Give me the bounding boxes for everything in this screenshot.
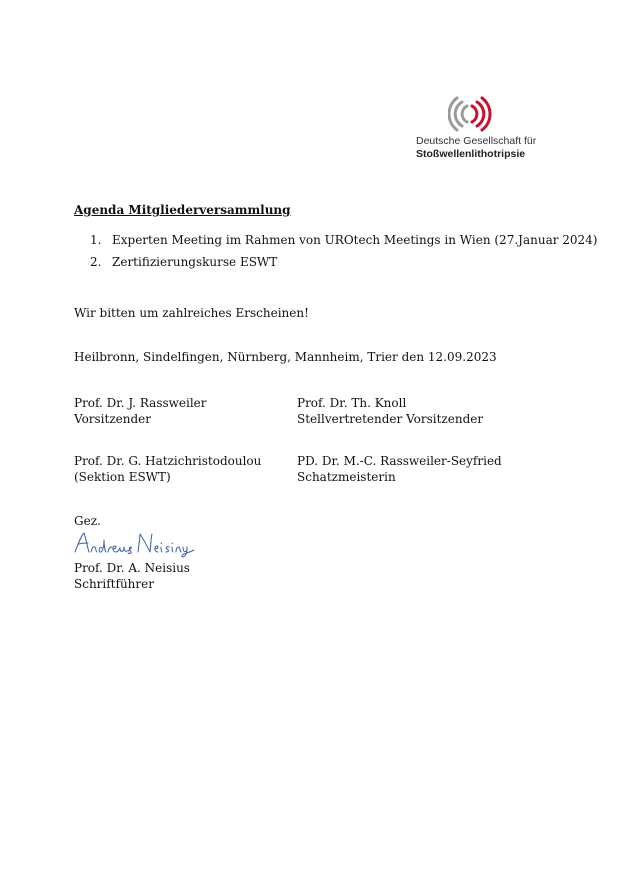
agenda-item-text: Experten Meeting im Rahmen von UROtech Meetings in Wien (27.Januar 2024)	[112, 233, 598, 247]
signatory-name: PD. Dr. M.-C. Rassweiler-Seyfried	[297, 454, 502, 468]
signed-label: Gez.	[74, 514, 101, 528]
place-date: Heilbronn, Sindelfingen, Nürnberg, Mannheim, Trier den 12.09.2023	[74, 350, 497, 364]
agenda-item-number: 2.	[90, 255, 102, 269]
signatory-role: Stellvertretender Vorsitzender	[297, 412, 484, 426]
secretary-role: Schriftführer	[74, 577, 154, 591]
agenda-item	[90, 233, 598, 255]
signatory-block	[297, 453, 502, 485]
agenda-title: Agenda Mitgliederversammlung	[74, 203, 291, 217]
agenda-item-text: Zertifizierungskurse ESWT	[112, 255, 278, 269]
signatory-name: Prof. Dr. G. Hatzichristodoulou	[74, 454, 262, 468]
signatory-block	[297, 395, 483, 427]
signatory-block	[74, 453, 261, 485]
signatory-name: Prof. Dr. J. Rassweiler	[74, 396, 207, 410]
invitation-text: Wir bitten um zahlreiches Erscheinen!	[74, 306, 309, 320]
agenda-item	[90, 255, 598, 277]
signatory-role: Vorsitzender	[74, 412, 152, 426]
signatory-role: (Sektion ESWT)	[74, 470, 171, 484]
agenda-list	[90, 233, 598, 277]
shockwave-logo-icon	[448, 94, 492, 134]
signatory-block	[74, 395, 207, 427]
logo-text-line2: Stoßwellenlithotripsie	[416, 148, 526, 160]
secretary-block	[74, 560, 190, 592]
signatory-name: Prof. Dr. Th. Knoll	[297, 396, 407, 410]
handwritten-signature	[72, 528, 212, 558]
signatory-role: Schatzmeisterin	[297, 470, 396, 484]
secretary-name: Prof. Dr. A. Neisius	[74, 561, 190, 575]
logo-text-line1: Deutsche Gesellschaft für	[416, 135, 537, 147]
agenda-item-number: 1.	[90, 233, 102, 247]
